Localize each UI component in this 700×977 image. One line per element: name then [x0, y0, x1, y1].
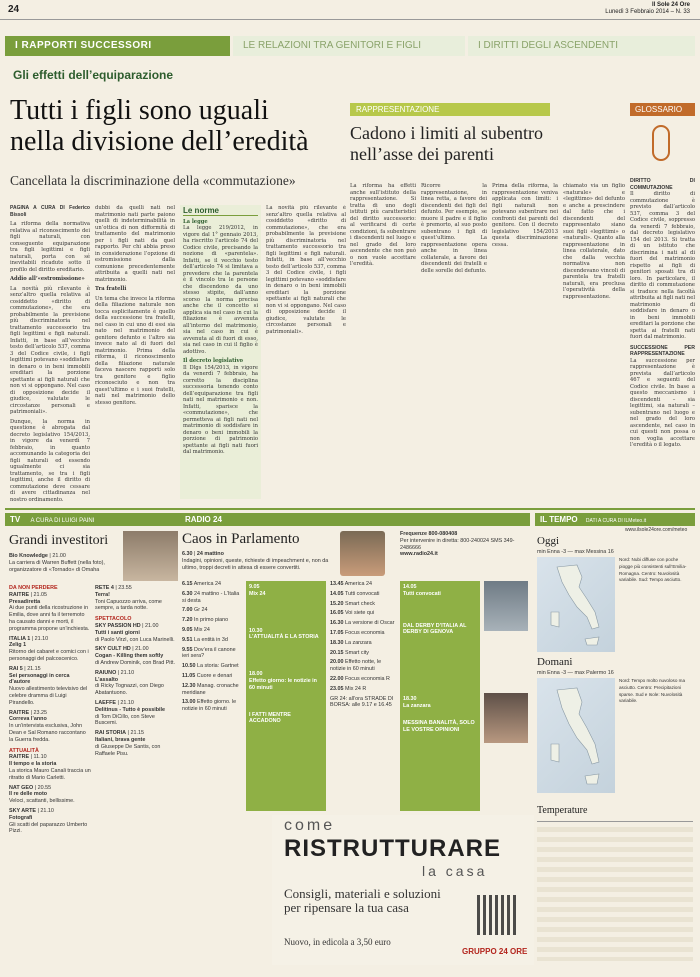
radio-sms: Per intervenire in diretta: 800-240024 SMS 349-2486666 [400, 537, 515, 551]
article1-body: La novità più rilevante è senz’altro quella relativa al cosiddetto «diritto di commutazione», che era probabilmente la previsione più discriminatoria nel trattamento successorio tra figli legittimi e figli naturali. Infatti, in base all’vecchio testo dell’articolo 537, comma 3 del Codice civile, i figli legittimi potevano «soddisfare in denaro o in beni immobili ereditari la porzione spettante ai figli naturali che non vi si oppongano. Nel caso di opposizione decide il giudice, valutate le circostanze personali e patrimoniali». [10, 285, 90, 415]
tv-item: RAITRE | 21.05 Presadiretta Ai due punti della ricostruzione in Emilia, dove anni fa il terremoto ha causato danni e morti, il programma propone un’inchiesta. [9, 591, 90, 632]
radio-slot-time: 13.45 [330, 581, 344, 587]
radio-slot [330, 696, 395, 710]
glossary-term1: DIRITTO DI COMMUTAZIONE [630, 178, 695, 191]
norme-text2: Il Dlgs 154/2013, in vigore da venerdì 7 febbraio, ha corretto la disciplina successoria tenendo conto dell’equiparazione tra figli nati nel matrimonio e non. Infatti, sparisce la «commutazione», che permetteva ai figli nati nel matrimonio di soddisfare in denaro o beni immobili la porzione di patrimonio spettante ai figli nati fuori dal matrimonio. [183, 364, 258, 455]
tv-item-title: L’assalto [95, 676, 119, 683]
radio-intro-text: Indagini, opinioni, queste, richieste di impeachment e, non da ultimo, troppi decreti in attesa di essere convertiti. [182, 557, 329, 571]
radio-slot-show: La entità in 3d [194, 636, 228, 643]
radio-slot-show: Cuore e denari [196, 672, 233, 679]
tv-item-text: Nuovo allestimento televisivo del celebre dramma di Luigi Pirandello. [9, 686, 88, 706]
radio-slot-show: 24 mattino - L’Italia si desta [182, 590, 240, 604]
radio-slot-show: Gr 24 [194, 607, 208, 614]
radio-slot-show: Effetto notte, le notizie in 60 minuti [330, 659, 382, 673]
tv-item-time: 23.55 [118, 585, 132, 591]
article1-col1 [10, 205, 90, 505]
radio-highlight-title: MESSINA BANALITÀ, SOLO LE VOSTRE OPINIONI [403, 719, 475, 733]
radio-slot-time: 7.20 [182, 617, 193, 624]
radio-slot-show: Focus economia [345, 629, 385, 636]
radio-intro-time: 6.30 [182, 551, 193, 557]
radio-highlight-title: Effetto giorno: le notizie in 60 minuti [249, 677, 317, 691]
tv-item-text: di Ricky Tognazzi, con Diego Abatantuono. [95, 683, 164, 697]
radio-slot-time: 10.50 [182, 663, 196, 670]
radio-slot-show: Dov’era il canone ieri sera? [182, 646, 236, 660]
tv-item-channel: LAEFFE [95, 699, 116, 706]
radio-highlight-title: Mix 24 [249, 590, 266, 597]
glossary-label: GLOSSARIO [630, 103, 695, 116]
radio-highlight [249, 628, 323, 642]
radio-slot-time: 12.30 [182, 682, 196, 689]
radio-slot [182, 617, 242, 624]
radio-slot [182, 663, 242, 670]
radio-slot-time: 7.00 [182, 607, 193, 614]
tv-item-channel: RAIUNO [95, 669, 117, 676]
radio-slot-time: 6.30 [182, 590, 193, 597]
radio-slot [330, 650, 395, 657]
main-headline: Tutti i figli sono uguali nella divisione dell’eredità [10, 95, 309, 157]
weather-tomorrow-range: min Enna -3 — max Palermo 16 [537, 670, 614, 676]
tv-curator: A CURA DI LUIGI PAINI [30, 518, 95, 524]
rappresentazione-label: RAPPRESENTAZIONE [350, 103, 550, 116]
tv-item-channel: RAI 5 [9, 665, 23, 672]
radio-schedule2 [330, 581, 395, 811]
tv-item: SKY ARTE | 21.10 Fotografi Gli scatti del paparazzo Umberto Pizzi. [9, 807, 88, 835]
tv-item-channel: SKY CULT HD [95, 646, 131, 653]
radio-slot-show: Mix 24 [194, 626, 210, 633]
norme-sub2: Il decreto legislativo [183, 358, 243, 364]
radio-slot [182, 637, 242, 644]
radio-slot [330, 591, 395, 598]
radio-highlight-title: Tutti convocati [403, 590, 441, 597]
norme-box [180, 205, 261, 499]
tv-item-text: di Tom DiCillo, con Steve Buscemi. [95, 713, 155, 727]
radio-slot-time: 23.05 [330, 685, 344, 692]
radio-contacts [400, 531, 528, 558]
main-subheadline: Cancellata la discriminazione della «commutazione» [10, 173, 296, 188]
radio-slot-time: 9.55 [182, 646, 193, 653]
radio-highlight-title: La zanzara [403, 702, 431, 709]
tab-diritti-ascendenti[interactable]: I DIRITTI DEGLI ASCENDENTI [468, 36, 695, 56]
tv-item-text: di Andrew Dominik, con Brad Pitt. [95, 659, 175, 666]
radio-highlight [249, 712, 323, 726]
radio-slot [182, 699, 242, 713]
article1-body2: Dunque, la norma in questione è abrogata dal decreto legislativo 154/2013, in vigore da venerdì 7 febbraio, in quanto accomunando la categoria dei figli naturali ed essendo ugualmente ci sia trattamento, se tra i figli legittimi, anche il diritto di commutazione deve cessare di avere cittadinanza nel nostro ordinamento. [10, 418, 90, 503]
tv-item-text: di Giuseppe De Santis, con Raffaele Pisu. [95, 743, 161, 757]
tv-item-text: Ai due punti della ricostruzione in Emilia, dove anni fa il terremoto ha causato danni e morti, il programma propone un’inchiesta. [9, 605, 90, 632]
rapp-col3 [492, 183, 558, 501]
tv-item-time: 21.10 [40, 807, 54, 814]
publication-date: Lunedì 3 Febbraio 2014 – N. 33 [605, 9, 690, 15]
radio-highlight-title: I FATTI MENTRE ACCADONO [249, 711, 291, 725]
tv-item: ITALIA 1 | 21.10 Zelig 1 Ritorno dei cabaret e comici con i personaggi del palcoscenico. [9, 635, 89, 662]
radio-slot [182, 581, 242, 588]
ad-line3: la casa [422, 863, 488, 879]
weather-tomorrow-label: Domani [537, 656, 573, 668]
tv-item: RAITRE | 23.25 Correva l’anno In un’intervista esclusiva, John Dean e Sal Romano raccontano la Guerra fredda. [9, 709, 86, 743]
tv-item: RAI STORIA | 21.15 Italiani, brava gente di Giuseppe De Santis, con Raffaele Pisu. [95, 730, 161, 757]
kicker: Gli effetti dell’equiparazione [13, 68, 174, 82]
article1-lead: La riforma della normativa relativa al riconoscimento dei figli naturali, con conseguente equiparazione tra figli legittimi e figli naturali, porta con sé inevitabili ricadute sotto il profilo del diritto ereditario. [10, 221, 90, 273]
tv-item-title: Cogan - Killing them softly [95, 653, 164, 660]
radio-highlight-time: 10.30 [249, 627, 263, 634]
tv-item-text: Veloci, scattanti, bellissime. [9, 798, 75, 805]
radio-slot-show: La storia: Gartnet [197, 663, 239, 670]
radio-slot [330, 659, 395, 673]
radio-slot-time: 14.05 [330, 590, 344, 597]
tv-item-channel: RAITRE [9, 591, 30, 598]
radio-slot [330, 630, 395, 637]
rapp-col1 [350, 183, 416, 501]
tv-item-time: 11.10 [33, 754, 47, 761]
radio-slot-show: Voi siete qui [345, 610, 375, 617]
tv-item: SKY PASSION HD | 21.00 Tutti i santi giorni di Paolo Virzì, con Luca Marinelli. [95, 622, 175, 643]
tv-item: SKY CULT HD | 21.00 Cogan - Killing them softly di Andrew Dominik, con Brad Pitt. [95, 646, 175, 666]
radio-slot-time: 9.05 [182, 626, 193, 633]
weather-curator: DATI A CURA DI ILMeteo.it [585, 518, 647, 524]
publication-name: Il Sole 24 Ore [651, 2, 690, 8]
norme-sub1: La legge [183, 218, 208, 225]
tv-item-text: Ritorno dei cabaret e comici con i personaggi del palcoscenico. [9, 649, 89, 662]
italy-shape-icon [537, 557, 615, 652]
radio-slot-show: In primo piano [194, 617, 229, 624]
ristrutturare-ad[interactable] [272, 815, 534, 965]
tv-label: TV [10, 515, 21, 524]
tv-item-channel: ITALIA 1 [9, 635, 31, 642]
tv-item-text: La storica Mauro Canali traccia un ritratto di Mario Carletti. [9, 767, 91, 781]
radio-slot [182, 647, 242, 661]
radio-highlight [403, 720, 477, 734]
radio-slot [182, 683, 242, 697]
article1-subhead2: Tra fratelli [95, 286, 127, 292]
tv-item: RAI 5 | 21.15 Sei personaggi in cerca d’autore Nuovo allestimento televisivo del celebre dramma di Luigi Pirandello. [9, 665, 88, 706]
radio-title: Caos in Parlamento [182, 531, 300, 547]
byline: PAGINA A CURA DI Federico Bissoli [10, 205, 90, 218]
rapp-body1: La riforma ha effetti anche sull’istituto della rappresentazione. Si tratta di uno degli istituti più caratteristici del diritto successorio: al verificarsi di certe condizioni, fa subentrare i discendenti nel luogo e nel grado del loro ascendente che non può o non vuole accettare l’eredità. [350, 183, 416, 267]
tv-item-time: 21.10 [120, 669, 135, 676]
radio-slot-show: Mix 24 R [345, 685, 367, 692]
radio-highlight-col2 [400, 581, 480, 811]
tv-item-channel: SKY ARTE [9, 807, 36, 814]
radio-slot-time: 22.00 [330, 675, 344, 682]
rapp-col4 [563, 183, 625, 501]
weather-today-range: min Enna -3 — max Messina 16 [537, 549, 614, 555]
weather-tomorrow-forecast: Nord: Tempo molto nuvoloso ma asciutto. Centro: Precipitazioni sparse. Sud e Isole: Nuvolosità variabile. [619, 678, 686, 704]
tv-item-title: Presadiretta [9, 598, 41, 605]
tv-section3: SPETTACOLO [95, 616, 132, 623]
tv-item-title: Delitinus - Tutto è possibile [95, 706, 165, 713]
host-photo [340, 531, 385, 576]
radio-highlight-time: 14.05 [403, 584, 417, 590]
radio-slot [182, 673, 242, 680]
tv-item-title: Correva l’anno [9, 716, 47, 723]
tv-item-time: 21.15 [27, 665, 41, 672]
tv-item-time: 23.25 [33, 709, 47, 716]
temperatures-title: Temperature [537, 805, 588, 816]
ad-line1: come [284, 817, 336, 834]
radio-slot-time: 15.20 [330, 600, 344, 607]
tv-item-title: Il tempo e la storia [9, 761, 57, 768]
radio-slot-time: 16.30 [330, 620, 344, 627]
rappresentazione-headline: Cadono i limiti al subentro nell’asse dei parenti [350, 123, 543, 164]
italy-map-tomorrow [537, 678, 615, 793]
radio-schedule [182, 581, 242, 811]
radio-highlight-title: DAL DERBY D’ITALIA AL DERBY DI GENOVA [403, 622, 467, 636]
tv-item-time: 21.10 [120, 699, 134, 706]
tv-item-title: Tutti i santi giorni [95, 629, 140, 636]
radio-highlight [249, 584, 323, 598]
tv-item: RAIUNO | 21.10 L’assalto di Ricky Tognazzi, con Diego Abatantuono. [95, 669, 164, 697]
radio-highlight [249, 671, 323, 691]
page-number: 24 [8, 4, 20, 15]
rapp-col2 [421, 183, 487, 501]
glossary-term2: SUCCESSIONE PER RAPPRESENTAZIONE [630, 344, 695, 357]
radio-slot [330, 601, 395, 608]
radio-highlight-time: 9.05 [249, 584, 260, 590]
radio-slot-time: 18.30 [330, 639, 344, 646]
article1-col4-text: La novità più rilevante è senz’altro quella relativa al cosiddetto «diritto di commutazione», che era probabilmente la previsione più discriminatoria nel trattamento successorio tra figli legittimi e figli naturali. Infatti, in base all’vecchio testo dell’articolo 537, comma 3 del Codice civile, i figli legittimi potevano «soddisfare in denaro o in beni immobili ereditari la porzione spettante ai figli naturali che non vi si oppongano. Nel caso di opposizione decide il giudice, valutate le circostanze personali e patrimoniali». [266, 205, 346, 335]
top-bar [0, 0, 700, 20]
weather-today-forecast: Nord: Nubi diffuse con poche piogge più consistenti sull’Emilia-Romagna. Centro: Nuvolosità variabile. Sud: Tempo asciutto. [619, 557, 687, 583]
rapp-body2: Ricorre la rappresentazione, in linea retta, a favore dei discendenti dei figli del defunto. Per esempio, se muore il padre e il figlio è premorto, al suo posto subentrano i figli di quest’ultimo. La rappresentazione opera anche in linea collaterale, a favore dei discendenti dei fratelli e delle sorelle del defunto. [421, 183, 487, 274]
radio-slot [182, 627, 242, 634]
buffett-photo [123, 531, 178, 581]
tv-item-time: 21.00 [145, 622, 159, 629]
tv-item-channel: RETE 4 [95, 585, 114, 591]
guest-photo [484, 693, 528, 743]
glossary-panel [630, 103, 695, 501]
tv-item-time: 21.10 [34, 635, 49, 642]
ad-subtitle: Consigli, materiali e soluzioni per ripensare la tua casa [284, 886, 441, 915]
tv-title: Grandi investitori [9, 533, 109, 548]
radio-highlight [403, 696, 477, 710]
tv-item-channel: RAITRE [9, 754, 30, 761]
radio-highlight [403, 584, 477, 598]
radio-slot-show: America 24 [193, 581, 221, 587]
radio-panel [180, 513, 530, 813]
glossary-def2: La successione per rappresentazione è prevista dall’articolo 467 e seguenti del Codice civile. In base a questo meccanismo i discendenti – sia legittimi, sia naturali – subentrano nel luogo e nel grado del loro ascendente, nel caso in cui questi non possa o non voglia accettare l’eredità o il legato. [630, 357, 695, 448]
radio-slot [330, 610, 395, 617]
ad-price: Nuovo, in edicola a 3,50 euro [284, 937, 391, 947]
publication-info [605, 2, 690, 16]
radio-highlight-title: L’ATTUALITÀ E LA STORIA [249, 634, 319, 641]
tv-col2 [95, 585, 175, 970]
radio-slot [330, 620, 395, 627]
italy-map-today [537, 557, 615, 652]
radio-slot-time: 20.00 [330, 659, 344, 666]
article1-col4 [266, 205, 346, 505]
tv-item-channel: RAI STORIA [95, 730, 127, 737]
radio-slot [182, 591, 242, 605]
radio-slot-show: Smart city [345, 649, 369, 656]
radio-website[interactable]: www.radio24.it [400, 551, 438, 558]
tv-item: LAEFFE | 21.10 Delitinus - Tutto è possibile di Tom DiCillo, con Steve Buscemi. [95, 699, 165, 727]
tv-item-title: Italiani, brava gente [95, 736, 146, 743]
tv-panel [5, 513, 175, 973]
radio-slot-show: La versione di Oscar [345, 620, 395, 627]
tv-col1 [9, 585, 91, 970]
article1-subhead: Addio all’«estromissione» [10, 276, 85, 282]
radio-slot [330, 581, 395, 588]
tv-section1: DA NON PERDERE [9, 585, 58, 591]
tv-intro-text: La carriera di Warren Buffett (nella foto), organizzatore di «Tornado» di Omaha [9, 559, 105, 573]
radio-slot-show: America 24 [344, 581, 372, 587]
tab-rapporti-successori[interactable]: I RAPPORTI SUCCESSORI [5, 36, 230, 56]
article1-col2b-text: Un tema che invece la riforma della filiazione naturale non tocca esplicitamente è quello della successione tra fratelli, nel caso in cui uno di essi sia nato nel matrimonio del genitore defunto e l’altro sia invece nato al di fuori del matrimonio. Prima della riforma, il riconoscimento della filiazione naturale faceva nascere rapporti solo tra genitore e figlio riconosciuto e non tra quest’ultimo e i suoi fratelli, nati nel matrimonio dello stesso genitore. [95, 295, 175, 406]
norme-title: Le norme [183, 208, 258, 216]
radio-highlight-time: 18.00 [249, 671, 263, 678]
tv-item-title: Il re delle moto [9, 791, 48, 798]
tv-item-time: 21.00 [135, 646, 149, 653]
radio-slot-show: Focus economia R [345, 675, 390, 682]
tv-item-channel: RAITRE [9, 709, 30, 716]
radio-slot-time: 6.15 [182, 581, 193, 587]
tv-intro: Bio Knowledge | 21.00 La carriera di Warren Buffett (nella foto), organizzatore di «Tornado» di Omaha [9, 553, 105, 573]
tv-item: RAITRE | 11.10 Il tempo e la storia La storica Mauro Canali traccia un ritratto di Mario Carletti. [9, 754, 91, 781]
weather-label: IL TEMPO [540, 515, 578, 524]
radio-slot-show: Smart check [345, 600, 375, 607]
radio-intro-show: 24 mattino [196, 551, 224, 557]
guest-photo [484, 581, 528, 631]
norme-text1: La legge 219/2012, in vigore dal 1° gennaio 2013, ha riscritto l’articolo 74 del Codice civile, precisando la nozione di «parentela». Infatti, se il vecchio testo dell’articolo 74 si limitava a prevedere che la parentela è il vincolo tra le persone che discendono da uno stesso stipite, dall’anno scorso la norma precisa anche che il concetto si applica sia nel caso in cui la filiazione è avvenuta all’interno del matrimonio, sia nel caso in cui è avvenuta al di fuori di esso, sia nel caso in cui il figlio è adottivo. [183, 225, 258, 355]
ad-brand: GRUPPO 24 ORE [462, 947, 528, 956]
section-tabs [5, 36, 695, 56]
tv-item-title: Terra! [95, 591, 110, 598]
radio-slot-time: 9.51 [182, 636, 193, 643]
tv-item-text: In un’intervista esclusiva, John Dean e Sal Romano raccontano la Guerra fredda. [9, 723, 86, 743]
radio-slot-time: 17.05 [330, 629, 344, 636]
tv-item-time: 21.15 [130, 730, 144, 737]
article1-col2-text: dubbi da quelli nati nel matrimonio nati parte paiono quelli di indeterminabilità in un’ottica di non difformità di trattamento del matrimonio per i figli nati da quel rapporto. Per chi abbia preso in considerazione l’opzione di estromissione dalla comunione precedentemente attribuita a quelli nati nel matrimonio. [95, 205, 175, 283]
tv-item-channel: NAT GEO [9, 784, 34, 791]
radio-slot-time: 16.05 [330, 610, 344, 617]
radio-slot [182, 607, 242, 614]
article1-col2 [95, 205, 175, 505]
qr-code-icon [477, 895, 517, 935]
radio-highlight [403, 623, 477, 637]
weather-header [535, 513, 695, 526]
glossary-def1: Il diritto di commutazione è previsto dall’articolo 537, comma 3 del Codice civile, soppresso da venerdì 7 febbraio, dal decreto legislativo 154 del 2013. Si tratta di un istituto che discrimina i nati al di fuori del matrimonio rispetto ai figli di genitori sposati tra di loro. In particolare, il diritto di commutazione si traduce nella facoltà attribuita ai figli nati nel matrimonio di soddisfare in denaro o in beni immobili ereditari la porzione che spetta ai fratelli nati fuori dal matrimonio. [630, 191, 695, 340]
weather-panel [535, 513, 695, 973]
radio-slot-time: 11.05 [182, 672, 196, 679]
weather-site[interactable]: www.ilsole24ore.com/meteo [625, 527, 688, 533]
paperclip-icon [652, 125, 670, 161]
radio-slot-show: La zanzara [345, 639, 372, 646]
radio-slot [330, 676, 395, 683]
tv-item-text: di Paolo Virzì, con Luca Marinelli. [95, 636, 175, 643]
rapp-body3: Prima della riforma, la rappresentazione veniva applicata con limiti: i figli naturali non potevano subentrare nei confronti dei parenti del genitore. Con il decreto legislativo 154/2013 questa discriminazione cessa. [492, 183, 558, 248]
glossary-body [630, 178, 695, 498]
tv-item-time: 21.05 [33, 591, 47, 598]
radio-slot-show: GR 24: all’ora STRADE DI BORSA: alle 9.17 e 16.45 [330, 695, 394, 709]
radio-slot-show: Tutti convocati [344, 590, 380, 597]
tv-item-title: Zelig 1 [9, 642, 27, 649]
rapp-body4: chiamato via un figlio «naturale» e «legittimo» del defunto e anche a prescindere dal fatto che i discendenti del rappresentato siano suoi figli «legittimi» o «naturali». Quanto alla rappresentazione in linea collaterale, dato che dalla vecchia normativa non discendevano vincoli di parentela tra fratelli naturali, era preclusa l’operatività della rappresentazione. [563, 183, 625, 300]
section-divider [5, 508, 695, 510]
radio-frequencies: Frequenze 800-080408 [400, 531, 458, 537]
tv-item: NAT GEO | 20.55 Il re delle moto Veloci, scattanti, bellissime. [9, 784, 75, 805]
ad-line2: RISTRUTTURARE [284, 835, 501, 862]
radio-header: RADIO 24 [180, 513, 530, 526]
weather-today-label: Oggi [537, 535, 559, 547]
radio-slot-show: Effetto giorno. le notizie in 60 minuti [182, 699, 237, 713]
tv-item-time: 20.55 [37, 784, 52, 791]
radio-intro: 6.30 | 24 mattino Indagini, opinioni, queste, richieste di impeachment e, non da ultimo, troppi decreti in attesa di essere convertiti. [182, 551, 329, 571]
tv-section2: ATTUALITÀ [9, 747, 39, 754]
radio-highlight-col1 [246, 581, 326, 811]
tv-item-title: Sei personaggi in cerca d’autore [9, 672, 70, 686]
tv-item-channel: SKY PASSION HD [95, 622, 141, 629]
tab-relazioni-genitori-figli[interactable]: LE RELAZIONI TRA GENITORI E FIGLI [233, 36, 465, 56]
tv-intro-time: 21.00 [52, 553, 66, 559]
radio-slot-time: 13.00 [182, 699, 196, 706]
tv-item-title: Fotografi [9, 814, 33, 821]
radio-slot-time: 20.15 [330, 649, 344, 656]
tv-item: RETE 4 | 23.55 Terra! Toni Capuozzo arriva, come sempre, a tarda notte. [95, 585, 162, 612]
radio-slot [330, 686, 395, 693]
radio-slot-show: Manag. cronache meridiane [182, 682, 239, 696]
temperature-table [537, 821, 693, 961]
tv-item-text: Gli scatti del paparazzo Umberto Pizzi. [9, 821, 88, 835]
radio-highlight-time: 18.30 [403, 696, 417, 703]
tv-intro-name: Bio Knowledge [9, 553, 48, 559]
radio-slot [330, 640, 395, 647]
italy-shape-icon [537, 678, 615, 793]
tv-item-text: Toni Capuozzo arriva, come sempre, a tarda notte. [95, 598, 162, 612]
